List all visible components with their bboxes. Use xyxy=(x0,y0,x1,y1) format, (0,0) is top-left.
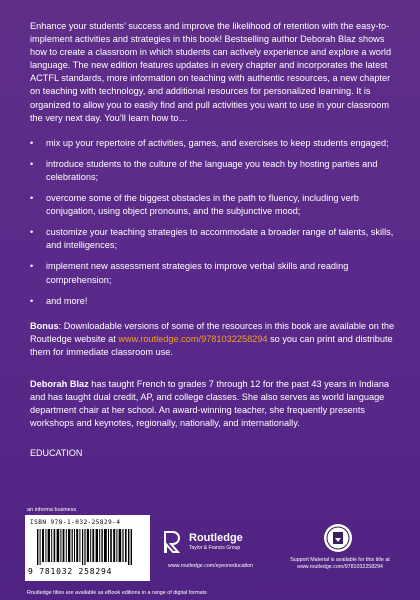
cover-text xyxy=(30,20,398,469)
isbn-text: ISBN 978-1-032-25829-4 xyxy=(30,519,121,526)
list-item: • and more! xyxy=(30,295,398,308)
list-item: • overcome some of the biggest obstacles in the path to fluency, including verb conjugation, using object pronouns, and the subjunctive mood; xyxy=(30,192,398,218)
author-bio xyxy=(30,378,398,430)
list-item: • mix up your repertoire of activities, games, and exercises to keep students engaged; xyxy=(30,137,398,150)
intro-paragraph: Enhance your students’ success and improve the likelihood of retention with the easy-to-implement activities and strategies in this book! Bestselling author Deborah Blaz shows how to create a classroom in which students can actively experience and explore a world language. The new edition features updates in every chapter and incorporates the latest ACTFL standards, more information on teaching with authentic resources, a new chapter on teaching with technology, and additional resources for personalized learning. It is organized to allow you to easily find and pull activities you want to use in your classroom the very next day. You’ll learn how to… xyxy=(30,21,392,123)
author-name: Deborah Blaz xyxy=(30,378,89,389)
bonus-paragraph xyxy=(30,320,398,359)
subject-category: EDUCATION xyxy=(30,448,83,459)
bonus-text-before: : Downloadable versions of some of the resources in this book are available on the Routledge website at xyxy=(30,320,395,344)
benefits-list xyxy=(30,137,398,308)
list-item: • customize your teaching strategies to accommodate a broader range of talents, skills, and intelligences; xyxy=(30,226,398,252)
barcode-icon xyxy=(37,529,137,565)
author-bio-text: has taught French to grades 7 through 12 for the past 43 years in Indiana and has taught dual credit, AP, and college classes. She also serves as world language department chair at her school. An award-winning teacher, she frequently presents workshops and keynotes, regionally, nationally, and internationally. xyxy=(30,378,390,429)
publisher-subtitle: Taylor & Francis Group xyxy=(189,545,241,551)
ebook-note: Routledge titles are available as eBook editions in a range of digital formats xyxy=(27,590,207,596)
list-item: • introduce students to the culture of the language you teach by hosting parties and celebrations; xyxy=(30,158,398,184)
bonus-link[interactable]: www.routledge.com/9781032258294 xyxy=(118,333,268,344)
bonus-label: Bonus xyxy=(30,320,59,331)
support-material-badge-icon xyxy=(323,523,353,553)
publisher-url[interactable]: www.routledge.com/eyeoneducation xyxy=(168,563,254,569)
informa-tagline: an informa business xyxy=(27,507,77,513)
publisher-name: Routledge xyxy=(189,532,243,544)
isbn-barcode xyxy=(25,515,150,581)
support-material-note: Support Material is available for this title at www.routledge.com/9781032258294 xyxy=(290,557,390,570)
cover-footer xyxy=(0,505,420,600)
barcode-number: 9 781032 258294 xyxy=(28,567,113,576)
routledge-r-icon xyxy=(162,531,184,553)
list-item: • implement new assessment strategies to improve verbal skills and reading comprehension; xyxy=(30,260,398,286)
bonus-text-after: so you can print and distribute them for immediate classroom use. xyxy=(30,333,393,357)
